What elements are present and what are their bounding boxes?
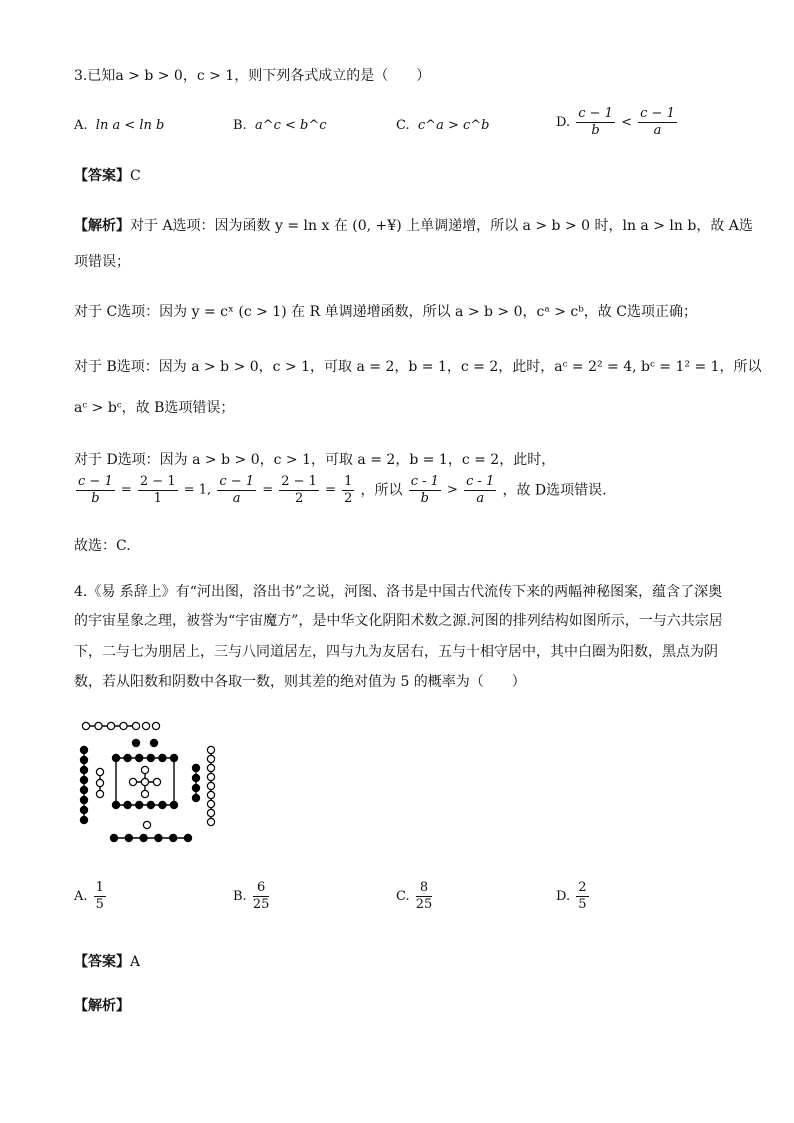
q3-a7-end: ，故 D选项错误. [502, 482, 607, 499]
q3-a7-frac4 [279, 474, 319, 507]
q4-line-1: 4.《易 系辞上》有“河出图，洛出书”之说，河图、洛书是中国古代流传下来的两幅神秘图案，蕴含了深奥 [74, 584, 723, 600]
hetu-left-three-white-dot [96, 768, 103, 775]
q4-line-2: 的宇宙星象之理，被誉为“宇宙魔方”，是中华文化阴阳术数之源.河图的排列结构如图所示，一与六共宗居 [74, 613, 723, 629]
q3-option-d-num2: c − 1 [640, 106, 675, 121]
q4-option-a-label: A. [74, 889, 88, 904]
hetu-right-nine-white-dot [207, 791, 214, 798]
q3-a7-f4-den: 2 [294, 491, 304, 506]
q3-a7-frac2 [138, 474, 178, 507]
hetu-top-two-black-dot [150, 739, 157, 746]
hetu-top-seven-white-dot [82, 722, 89, 729]
q4-option-c [396, 880, 434, 913]
hetu-inner-top-black-dot [124, 754, 131, 761]
q4-a-den: 5 [95, 897, 104, 912]
hetu-top-two-black-dot [132, 739, 139, 746]
q4-line-3: 下，二与七为朋居上，三与八同道居左，四与九为友居右，五与十相守居中，其中白圈为阳数，黑点为阴 [74, 644, 718, 660]
q4-answer-value: A [130, 954, 141, 970]
q3-answer-tag: 【答案】 [74, 168, 130, 184]
q3-analysis-2: 项错误； [74, 254, 130, 270]
hetu-center-white-dot [141, 790, 148, 797]
q3-a7-eq2: = 1, [183, 482, 212, 498]
hetu-inner-bottom-black-dot [124, 801, 131, 808]
q3-option-d-label: D. [556, 115, 571, 130]
q3-a7-f6-den: b [420, 491, 429, 506]
q3-a7-f6-num: c - 1 [410, 474, 439, 489]
hetu-top-seven-white-dot [120, 722, 127, 729]
q3-analysis-1 [74, 216, 753, 236]
hetu-right-nine-white-dot [207, 773, 214, 780]
q3-a7-f1-den: b [91, 491, 100, 506]
q4-option-b-label: B. [233, 889, 247, 904]
q3-option-b-text: a^c < b^c [254, 118, 327, 133]
hetu-top-seven-white-dot [142, 722, 149, 729]
hetu-right-four-black-dot [192, 774, 199, 781]
q3-a7-eq1: = [120, 482, 132, 498]
hetu-left-eight-black-dot [80, 786, 87, 793]
q3-option-a-text: ln a < ln b [95, 118, 165, 133]
q3-option-b [233, 118, 327, 133]
q4-option-a [74, 880, 108, 913]
q3-option-c [396, 118, 489, 133]
q4-answer-tag: 【答案】 [74, 954, 130, 970]
hetu-right-nine-white-dot [207, 782, 214, 789]
hetu-diagram [74, 718, 224, 848]
hetu-center-white-dot [129, 778, 136, 785]
q3-option-d-den1: b [591, 123, 600, 138]
q3-option-d-op: < [621, 115, 632, 130]
q4-line-4: 数，若从阳数和阴数中各取一数，则其差的绝对值为 5 的概率为（ ） [74, 674, 526, 690]
q4-option-b-frac [253, 880, 270, 913]
q4-c-num: 8 [416, 880, 433, 897]
q4-b-den: 25 [252, 897, 270, 912]
q4-analysis-tag: 【解析】 [74, 998, 130, 1014]
hetu-left-eight-black-dot [80, 816, 87, 823]
q4-option-d [556, 880, 591, 913]
q3-option-c-text: c^a > c^b [417, 118, 490, 133]
q4-option-c-frac [416, 880, 433, 913]
q4-b-num: 6 [253, 880, 270, 897]
hetu-left-eight-black-dot [80, 746, 87, 753]
q3-option-d-frac1 [576, 106, 615, 139]
hetu-bottom-one-white-dot [143, 821, 150, 828]
q3-a7-frac3 [217, 474, 256, 507]
hetu-right-four-black-dot [192, 794, 199, 801]
hetu-bottom-six-black-dot [140, 834, 147, 841]
q3-analysis-5: aᶜ > bᶜ，故 B选项错误； [74, 400, 235, 416]
q4-a-num: 1 [95, 880, 104, 895]
q4-answer [74, 952, 140, 972]
q3-option-b-label: B. [233, 118, 247, 133]
hetu-right-nine-white-dot [207, 755, 214, 762]
q3-analysis-tag: 【解析】 [74, 218, 130, 234]
hetu-inner-top-black-dot [147, 754, 154, 761]
q3-a7-eq3: = [262, 482, 274, 498]
q3-a7-gt: > [447, 482, 458, 498]
q3-option-c-label: C. [396, 118, 410, 133]
q3-a7-frac7 [464, 474, 496, 507]
hetu-right-nine-white-dot [207, 800, 214, 807]
q3-conclusion: 故选：C. [74, 538, 131, 554]
q3-a7-frac1 [76, 474, 115, 507]
q3-option-a [74, 118, 164, 133]
hetu-inner-bottom-black-dot [136, 801, 143, 808]
q3-a7-mid: ，所以 [360, 482, 403, 499]
q3-a7-f5-den: 2 [344, 491, 353, 506]
q3-option-d-frac2 [638, 106, 677, 139]
q3-analysis-3: 对于 C选项：因为 y = cˣ (c > 1) 在 R 单调递增函数，所以 a > b > 0，cᵃ > cᵇ，故 C选项正确； [74, 304, 697, 320]
q3-option-a-label: A. [74, 118, 88, 133]
hetu-top-seven-white-dot [132, 722, 139, 729]
q3-option-d-den2: a [653, 123, 662, 138]
q3-a7-f7-num: c - 1 [466, 474, 495, 489]
q4-d-den: 5 [578, 897, 587, 912]
q3-a7-f1-num: c − 1 [78, 474, 113, 489]
q4-c-den: 25 [415, 897, 433, 912]
q3-a7-f3-num: c − 1 [219, 474, 255, 489]
q3-a7-f4-num: 2 − 1 [281, 474, 317, 489]
q3-answer-value: C [130, 168, 141, 184]
hetu-right-nine-white-dot [207, 809, 214, 816]
q3-a7-eq4: = [325, 482, 336, 498]
hetu-left-eight-black-dot [80, 796, 87, 803]
hetu-bottom-six-black-dot [170, 834, 177, 841]
hetu-bottom-six-black-dot [184, 834, 191, 841]
q3-option-d [556, 106, 679, 139]
hetu-center-white-dot [141, 778, 148, 785]
q3-a7-frac6 [409, 474, 441, 507]
q3-option-d-num1: c − 1 [578, 106, 613, 121]
q3-analysis-1-text: 对于 A选项：因为函数 y = ln x 在 (0, +¥) 上单调递增，所以 a > b > 0 时，ln a > ln b，故 A选 [130, 218, 753, 234]
hetu-top-seven-white-dot [152, 722, 159, 729]
hetu-bottom-six-black-dot [125, 834, 132, 841]
hetu-right-nine-white-dot [207, 764, 214, 771]
hetu-bottom-six-black-dot [155, 834, 162, 841]
hetu-right-four-black-dot [192, 764, 199, 771]
hetu-inner-top-black-dot [159, 754, 166, 761]
q3-a7-f5-num: 1 [344, 474, 353, 489]
hetu-left-three-white-dot [96, 779, 103, 786]
q4-d-num: 2 [578, 880, 587, 895]
hetu-right-nine-white-dot [207, 818, 214, 825]
hetu-center-white-dot [153, 778, 160, 785]
q4-option-b [233, 880, 271, 913]
q4-option-a-frac [94, 880, 106, 913]
q3-a7-f2-den: 1 [153, 491, 162, 506]
hetu-inner-bottom-black-dot [159, 801, 166, 808]
q4-option-c-label: C. [396, 889, 410, 904]
q3-analysis-6: 对于 D选项：因为 a > b > 0，c > 1，可取 a = 2，b = 1，c = 2，此时， [74, 452, 556, 468]
q3-a7-f2-num: 2 − 1 [139, 474, 176, 489]
hetu-top-seven-white-dot [107, 722, 114, 729]
q3-stem: 3.已知a > b > 0，c > 1，则下列各式成立的是（ ） [74, 68, 431, 84]
hetu-center-white-dot [141, 766, 148, 773]
q4-option-d-frac [576, 880, 588, 913]
hetu-top-seven-white-dot [95, 722, 102, 729]
hetu-right-four-black-dot [192, 784, 199, 791]
q3-answer [74, 166, 141, 186]
hetu-left-eight-black-dot [80, 766, 87, 773]
q3-a7-frac5 [342, 474, 354, 507]
hetu-inner-top-black-dot [136, 754, 143, 761]
q3-a7-f3-den: a [232, 491, 241, 506]
q4-option-d-label: D. [556, 889, 571, 904]
hetu-left-eight-black-dot [80, 776, 87, 783]
q3-analysis-7 [74, 474, 607, 507]
hetu-left-three-white-dot [96, 790, 103, 797]
q3-a7-f7-den: a [476, 491, 485, 506]
hetu-left-eight-black-dot [80, 756, 87, 763]
hetu-left-eight-black-dot [80, 806, 87, 813]
hetu-bottom-six-black-dot [110, 834, 117, 841]
hetu-right-nine-white-dot [207, 746, 214, 753]
hetu-inner-bottom-black-dot [147, 801, 154, 808]
q3-analysis-4: 对于 B选项：因为 a > b > 0，c > 1，可取 a = 2，b = 1，c = 2，此时，aᶜ = 2² = 4, bᶜ = 1² = 1，所以 [74, 359, 762, 375]
